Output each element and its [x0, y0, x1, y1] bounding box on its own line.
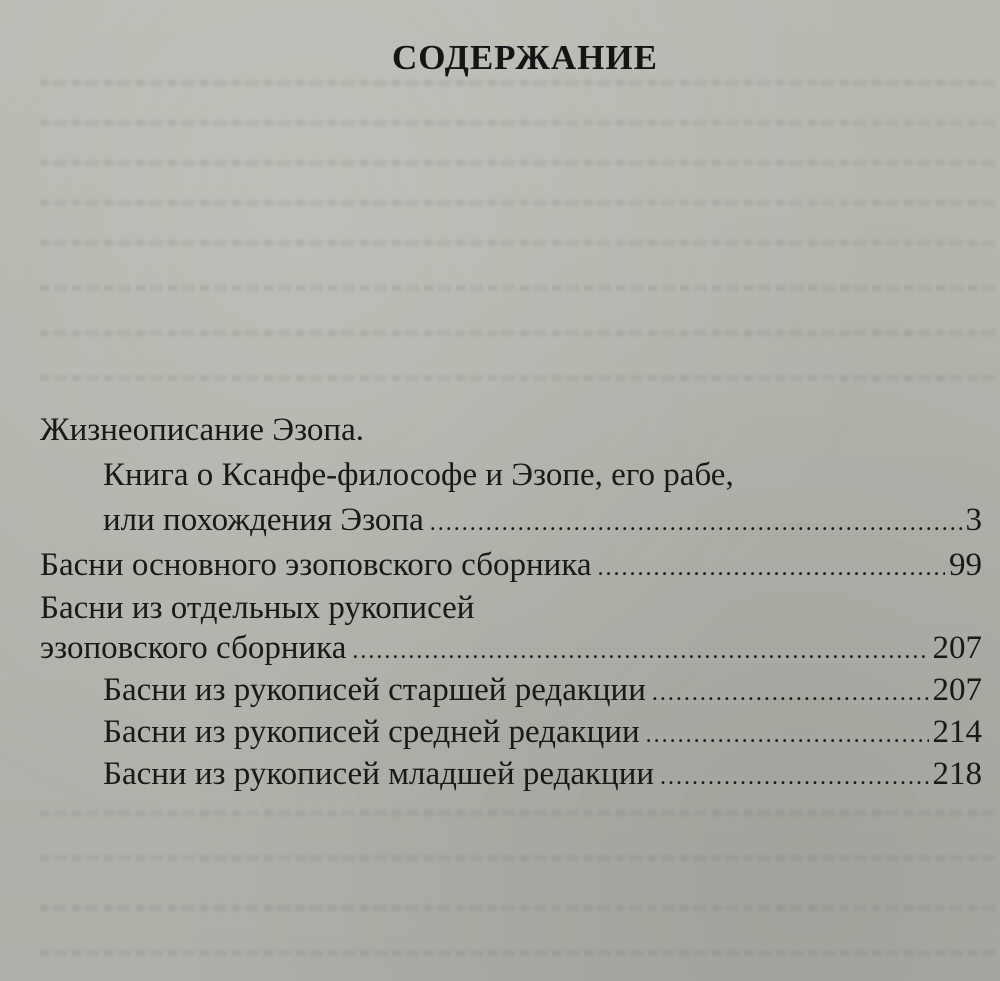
toc-page-number: 207 [932, 672, 982, 708]
toc-entry-biography-subtitle [103, 455, 734, 495]
bleed-through-texture [40, 940, 1000, 968]
bleed-through-texture [40, 845, 1000, 873]
dot-leader [430, 503, 962, 543]
toc-entry-label: эзоповского сборника [40, 630, 347, 666]
bleed-through-texture [40, 275, 1000, 303]
dot-leader [652, 673, 929, 713]
toc-entry-label: Басни из рукописей старшей редакции [103, 672, 646, 708]
bleed-through-texture [40, 320, 1000, 348]
dot-leader [660, 757, 928, 797]
bleed-through-texture [40, 895, 1000, 923]
toc-entry-label: Басни из отдельных рукописей [40, 590, 475, 626]
bleed-through-texture [40, 365, 1000, 393]
toc-page-number: 214 [932, 714, 982, 750]
toc-entry-separate-manuscripts [40, 588, 474, 628]
toc-entry-label: Книга о Ксанфе-философе и Эзопе, его рабе, [103, 457, 734, 493]
bleed-through-texture [40, 150, 1000, 178]
toc-entry-label: Басни основного эзоповского сборника [40, 547, 592, 583]
toc-entry-label: или похождения Эзопа [103, 502, 424, 538]
bleed-through-texture [40, 190, 1000, 218]
toc-page-number: 207 [932, 630, 982, 666]
toc-entry-aesop-adventures [103, 500, 982, 543]
bleed-through-texture [40, 800, 1000, 828]
toc-entry-younger-redaction [103, 754, 982, 797]
toc-entry-label: Жизнеописание Эзопа. [40, 412, 364, 448]
dot-leader [598, 548, 945, 588]
dot-leader [646, 715, 929, 755]
contents-heading: СОДЕРЖАНИЕ [391, 38, 658, 77]
toc-entry-label: Басни из рукописей младшей редакции [103, 756, 655, 792]
toc-page-number: 3 [965, 502, 982, 538]
toc-entry-main-collection [40, 545, 982, 588]
dot-leader [352, 631, 928, 671]
toc-page-number: 99 [949, 547, 982, 583]
toc-page-number: 218 [932, 756, 982, 792]
toc-entry-aesop-collection [40, 628, 982, 671]
bleed-through-texture [40, 230, 1000, 258]
toc-entry-older-redaction [103, 670, 982, 713]
toc-entry-label: Басни из рукописей средней редакции [103, 714, 640, 750]
bleed-through-texture [40, 110, 1000, 138]
toc-entry-biography-title [40, 410, 364, 450]
toc-entry-middle-redaction [103, 712, 982, 755]
